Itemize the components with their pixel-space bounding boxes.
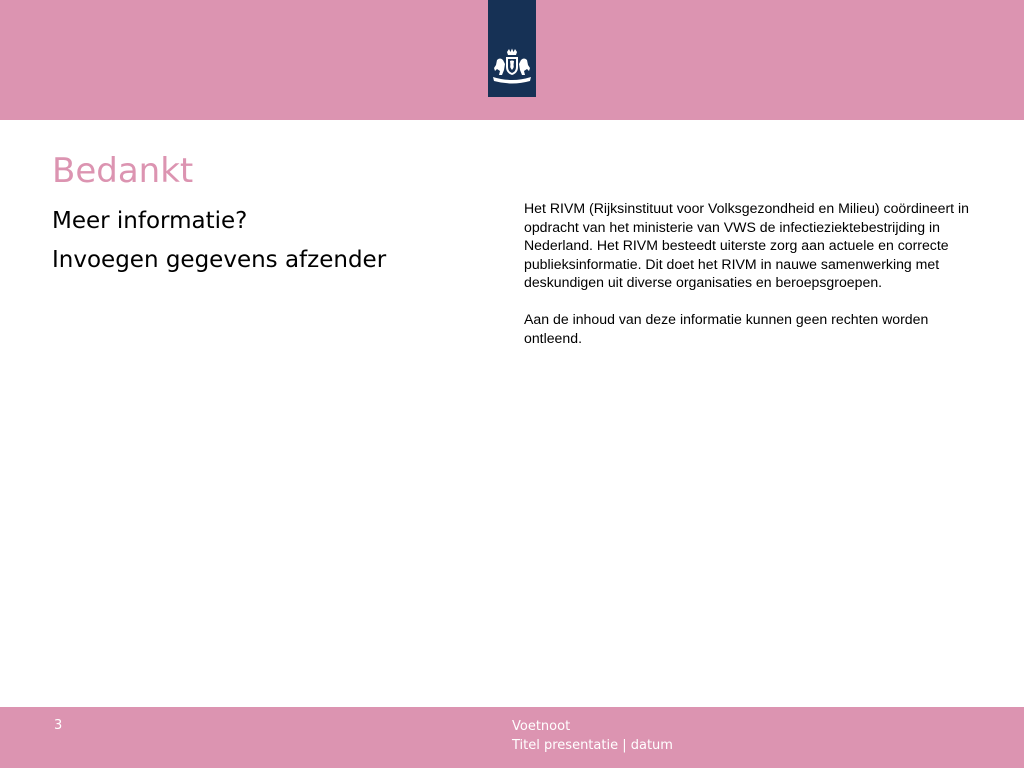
- presentation-title-date: Titel presentatie | datum: [512, 738, 673, 753]
- rivm-info-text: [524, 199, 982, 365]
- footer-text: [512, 717, 673, 755]
- sender-details-line: Invoegen gegevens afzender: [52, 247, 387, 273]
- contact-lines: [52, 202, 472, 280]
- more-info-line: Meer informatie?: [52, 208, 248, 234]
- page-number: 3: [54, 718, 63, 733]
- info-paragraph: Het RIVM (Rijksinstituut voor Volksgezondheid en Milieu) coördineert in opdracht van het ministerie van VWS de infectieziektebestrijding in Nederland. Het RIVM besteedt uiterste zorg aan actuele en correcte publieksinformatie. Dit doet het RIVM in nauwe samenwerking met deskundigen uit diverse organisaties en beroepsgroepen.: [524, 200, 969, 291]
- footnote: Voetnoot: [512, 719, 571, 734]
- slide-title: Bedankt: [52, 151, 194, 191]
- disclaimer-paragraph: Aan de inhoud van deze informatie kunnen geen rechten worden ontleend.: [524, 310, 929, 346]
- logo-tab: [488, 0, 536, 97]
- rijksoverheid-coat-of-arms-icon: [490, 48, 534, 88]
